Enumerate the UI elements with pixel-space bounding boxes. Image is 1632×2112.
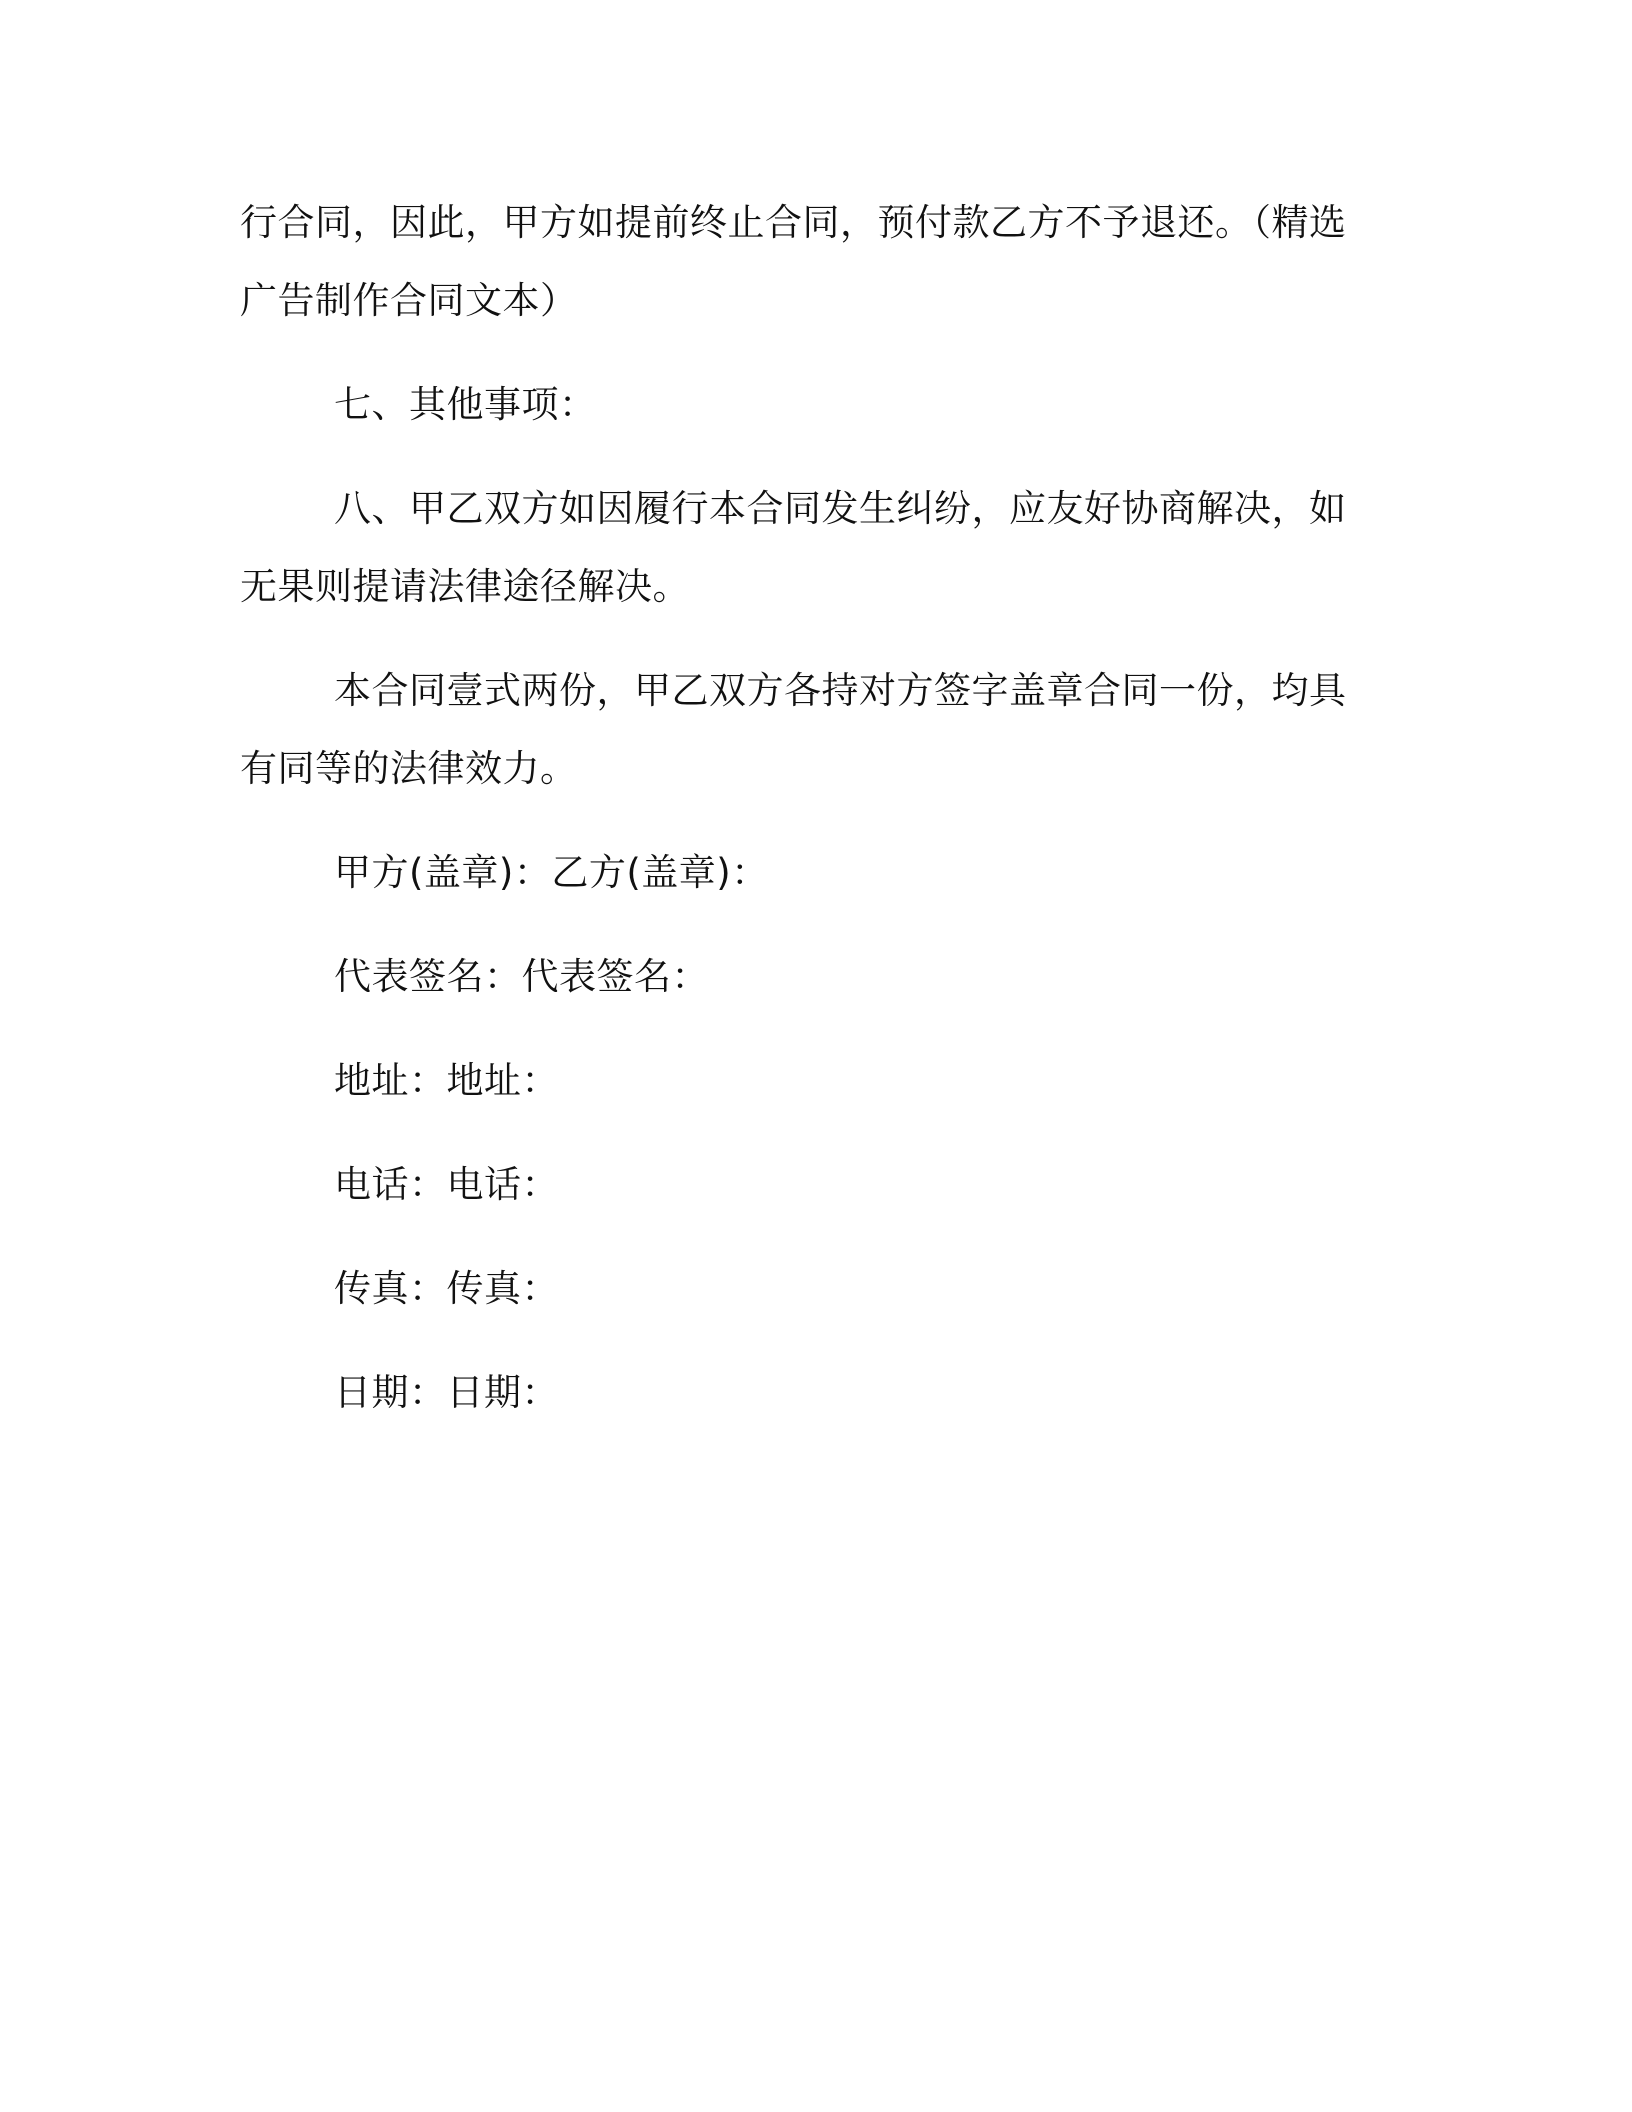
signature-line-date: 日期：日期： [334, 1371, 559, 1414]
signature-line-address: 地址：地址： [334, 1059, 559, 1102]
signature-line-seal: 甲方(盖章)：乙方(盖章)： [334, 851, 769, 894]
signature-line-representative: 代表签名：代表签名： [334, 955, 709, 998]
paragraph-section-seven: 七、其他事项： [334, 383, 597, 426]
document-body [240, 184, 1380, 1432]
signature-line-phone: 电话：电话： [334, 1163, 559, 1206]
signature-line-fax: 传真：传真： [334, 1267, 559, 1310]
paragraph-prepayment-clause: 行合同，因此，甲方如提前终止合同，预付款乙方不予退还。（精选广告制作合同文本） [240, 201, 1347, 322]
paragraph-copies-clause: 本合同壹式两份，甲乙双方各持对方签字盖章合同一份，均具有同等的法律效力。 [240, 669, 1347, 790]
paragraph-section-eight: 八、甲乙双方如因履行本合同发生纠纷，应友好协商解决，如无果则提请法律途径解决。 [240, 487, 1347, 608]
